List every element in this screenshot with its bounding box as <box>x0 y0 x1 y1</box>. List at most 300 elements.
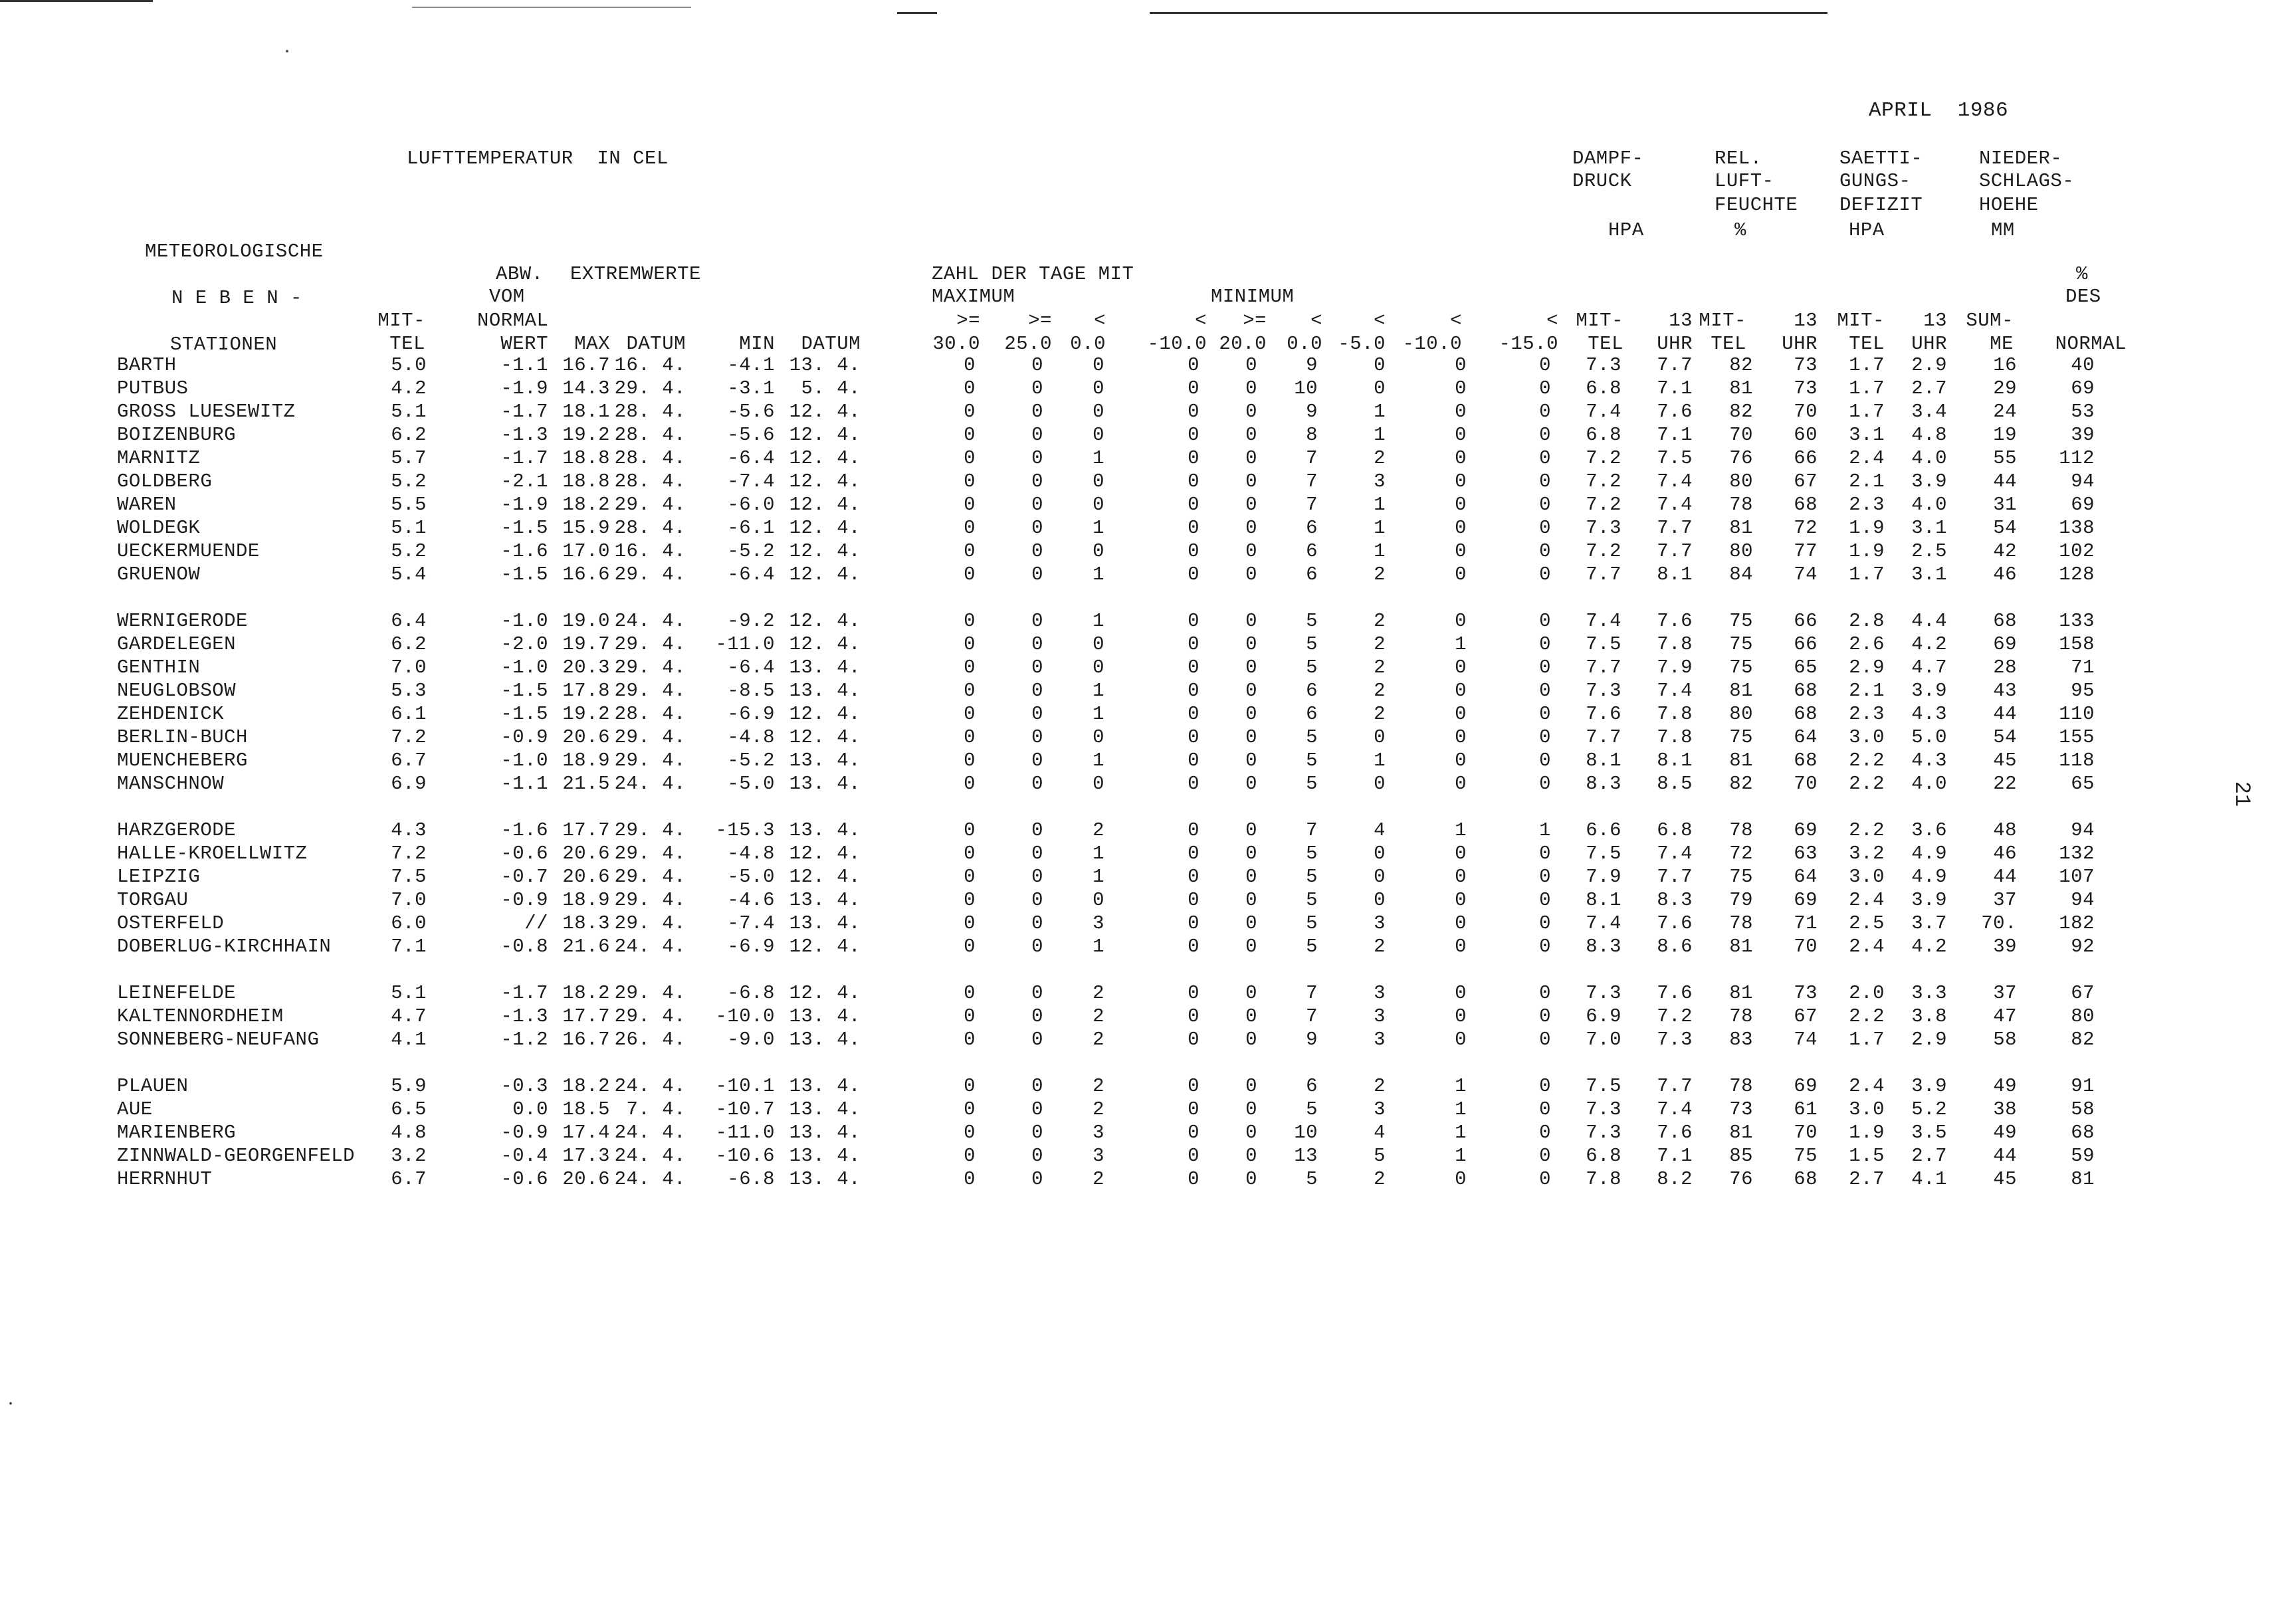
table-cell: 65 <box>2071 773 2095 795</box>
table-cell: 0 <box>1031 982 1043 1004</box>
table-cell: 29. 4. <box>614 656 686 678</box>
header-unit: HPA <box>1849 219 1885 241</box>
table-cell: 5.9 <box>391 1075 427 1097</box>
table-cell: 0 <box>1245 819 1257 841</box>
table-cell: 78 <box>1729 819 1753 841</box>
table-cell: 0 <box>1539 843 1551 864</box>
table-cell: 70 <box>1794 773 1818 795</box>
table-cell: 0 <box>964 1075 976 1097</box>
stub-header-line: N E B E N - <box>171 287 302 309</box>
table-cell: 3.0 <box>1849 1098 1885 1120</box>
table-cell: 0 <box>1245 1168 1257 1190</box>
table-cell: 17.7 <box>562 819 610 841</box>
table-cell: 0 <box>1245 563 1257 585</box>
table-cell: 65 <box>1794 656 1818 678</box>
table-cell: 13. 4. <box>789 912 861 934</box>
table-cell: 13. 4. <box>789 1005 861 1027</box>
table-cell: 7 <box>1306 447 1318 469</box>
station-name: GARDELEGEN <box>117 633 237 655</box>
column-header: 13 <box>1794 310 1818 332</box>
table-cell: 24. 4. <box>614 1122 686 1144</box>
table-cell: 7.4 <box>1657 1098 1693 1120</box>
table-cell: 0 <box>1188 1122 1200 1144</box>
table-cell: 7. 4. <box>626 1098 686 1120</box>
header-line: GUNGS- <box>1839 170 1911 192</box>
table-cell: 68 <box>1993 610 2017 632</box>
column-header: -10.0 <box>1147 333 1207 355</box>
table-cell: 75 <box>1729 726 1753 748</box>
table-cell: 0 <box>1245 517 1257 539</box>
header-line: DEFIZIT <box>1839 194 1923 216</box>
table-cell: -6.9 <box>727 936 775 957</box>
table-cell: 0 <box>1245 447 1257 469</box>
table-cell: 4 <box>1374 819 1386 841</box>
table-cell: 7.5 <box>1586 633 1621 655</box>
station-name: MARNITZ <box>117 447 201 469</box>
table-cell: 2.4 <box>1849 936 1885 957</box>
header-abw: NORMAL <box>477 310 549 332</box>
table-cell: 0 <box>1374 773 1386 795</box>
table-cell: 0 <box>1031 1075 1043 1097</box>
table-cell: 0 <box>964 494 976 516</box>
table-cell: 7.3 <box>1586 517 1621 539</box>
header-line: HOEHE <box>1979 194 2039 216</box>
table-cell: 0 <box>1031 680 1043 702</box>
column-header: >= <box>1028 310 1052 332</box>
table-cell: 1 <box>1374 540 1386 562</box>
table-cell: 28. 4. <box>614 517 686 539</box>
table-cell: 6.8 <box>1586 424 1621 446</box>
table-cell: 13. 4. <box>789 819 861 841</box>
table-cell: -11.0 <box>715 1122 775 1144</box>
table-cell: 0 <box>964 377 976 399</box>
table-cell: 16.7 <box>562 354 610 376</box>
table-cell: 0 <box>1188 680 1200 702</box>
table-cell: 0 <box>1031 819 1043 841</box>
table-cell: 3.6 <box>1911 819 1947 841</box>
table-cell: 49 <box>1993 1122 2017 1144</box>
table-cell: -15.3 <box>715 819 775 841</box>
station-name: BOIZENBURG <box>117 424 237 446</box>
table-cell: 0 <box>1188 912 1200 934</box>
table-cell: 12. 4. <box>789 703 861 725</box>
table-cell: 84 <box>1729 563 1753 585</box>
table-cell: 0 <box>1455 843 1467 864</box>
table-cell: 0 <box>1539 982 1551 1004</box>
table-cell: 94 <box>2071 889 2095 911</box>
station-name: MUENCHEBERG <box>117 750 248 771</box>
table-cell: 1 <box>1093 680 1104 702</box>
table-cell: -4.1 <box>727 354 775 376</box>
table-cell: 2 <box>1093 982 1104 1004</box>
column-header: DATUM <box>801 333 861 355</box>
table-cell: 5.2 <box>391 540 427 562</box>
table-cell: 2.3 <box>1849 494 1885 516</box>
table-cell: 13. 4. <box>789 680 861 702</box>
table-cell: -1.0 <box>500 656 548 678</box>
table-cell: 7.6 <box>1657 982 1693 1004</box>
table-cell: -0.6 <box>500 1168 548 1190</box>
table-cell: 0 <box>1245 354 1257 376</box>
table-cell: 82 <box>2071 1029 2095 1051</box>
table-cell: 54 <box>1993 726 2017 748</box>
table-cell: 16 <box>1993 354 2017 376</box>
table-cell: 0 <box>1455 726 1467 748</box>
table-cell: 5.0 <box>1911 726 1947 748</box>
table-cell: 20.6 <box>562 726 610 748</box>
table-cell: -1.7 <box>500 401 548 423</box>
table-cell: -10.7 <box>715 1098 775 1120</box>
table-cell: 8.1 <box>1657 563 1693 585</box>
table-cell: 67 <box>2071 982 2095 1004</box>
table-cell: 0 <box>1031 703 1043 725</box>
table-cell: 7.5 <box>391 866 427 888</box>
table-cell: 70 <box>1794 1122 1818 1144</box>
table-cell: -1.5 <box>500 517 548 539</box>
table-cell: 0.0 <box>512 1098 548 1120</box>
table-cell: 0 <box>1455 1005 1467 1027</box>
table-cell: 29. 4. <box>614 633 686 655</box>
table-cell: 0 <box>964 982 976 1004</box>
station-name: GROSS LUESEWITZ <box>117 401 296 423</box>
table-cell: 69 <box>2071 377 2095 399</box>
table-cell: 46 <box>1993 563 2017 585</box>
table-cell: 0 <box>1374 726 1386 748</box>
table-cell: 0 <box>1539 610 1551 632</box>
table-cell: 18.8 <box>562 470 610 492</box>
table-cell: -0.9 <box>500 726 548 748</box>
table-cell: 3.0 <box>1849 866 1885 888</box>
table-cell: 7.5 <box>1657 447 1693 469</box>
table-cell: -1.9 <box>500 377 548 399</box>
table-cell: 29. 4. <box>614 377 686 399</box>
table-cell: 0 <box>1093 633 1104 655</box>
table-cell: 3 <box>1374 1098 1386 1120</box>
table-cell: 8.1 <box>1586 750 1621 771</box>
table-cell: 0 <box>1374 377 1386 399</box>
table-cell: 0 <box>1539 633 1551 655</box>
column-header: 0.0 <box>1070 333 1106 355</box>
scan-line <box>0 0 153 2</box>
table-cell: 46 <box>1993 843 2017 864</box>
column-header: TEL <box>1711 333 1746 355</box>
table-cell: 70 <box>1794 401 1818 423</box>
table-cell: 9 <box>1306 401 1318 423</box>
table-cell: 0 <box>1455 889 1467 911</box>
station-name: NEUGLOBSOW <box>117 680 237 702</box>
table-cell: 2 <box>1374 656 1386 678</box>
table-cell: 78 <box>1729 912 1753 934</box>
table-cell: 0 <box>1188 494 1200 516</box>
table-cell: 29. 4. <box>614 726 686 748</box>
table-cell: 7.7 <box>1657 354 1693 376</box>
table-cell: 73 <box>1794 377 1818 399</box>
table-cell: 1.7 <box>1849 354 1885 376</box>
table-cell: 12. 4. <box>789 633 861 655</box>
table-cell: 24. 4. <box>614 1145 686 1167</box>
column-header: MAX <box>574 333 610 355</box>
table-cell: 1 <box>1374 517 1386 539</box>
table-cell: 78 <box>1729 494 1753 516</box>
table-cell: 5 <box>1306 1168 1318 1190</box>
table-cell: 7.1 <box>1657 377 1693 399</box>
station-name: MANSCHNOW <box>117 773 225 795</box>
table-cell: 0 <box>1245 680 1257 702</box>
table-cell: 0 <box>1245 936 1257 957</box>
table-cell: 28. 4. <box>614 447 686 469</box>
table-cell: -0.3 <box>500 1075 548 1097</box>
column-header: MIT- <box>1837 310 1885 332</box>
table-cell: 91 <box>2071 1075 2095 1097</box>
table-cell: 0 <box>1245 1075 1257 1097</box>
table-cell: 43 <box>1993 680 2017 702</box>
column-header: ME <box>1990 333 2014 355</box>
table-cell: 1 <box>1093 936 1104 957</box>
column-header: < <box>1094 310 1106 332</box>
table-cell: 2 <box>1374 1168 1386 1190</box>
table-cell: 60 <box>1794 424 1818 446</box>
header-abw: ABW. <box>496 263 544 285</box>
table-cell: 0 <box>1031 1029 1043 1051</box>
table-cell: 17.0 <box>562 540 610 562</box>
table-cell: 7 <box>1306 494 1318 516</box>
table-cell: 0 <box>1188 354 1200 376</box>
column-header: 0.0 <box>1287 333 1322 355</box>
table-cell: 0 <box>1031 1145 1043 1167</box>
table-cell: 0 <box>1188 1168 1200 1190</box>
column-header: >= <box>1243 310 1267 332</box>
table-cell: 0 <box>1539 354 1551 376</box>
table-cell: 5.5 <box>391 494 427 516</box>
table-cell: 0 <box>1188 1029 1200 1051</box>
table-cell: 13. 4. <box>789 1168 861 1190</box>
table-cell: -1.1 <box>500 354 548 376</box>
table-cell: 7.7 <box>1586 563 1621 585</box>
table-cell: 10 <box>1294 377 1318 399</box>
table-cell: 7.8 <box>1586 1168 1621 1190</box>
table-cell: 16.7 <box>562 1029 610 1051</box>
header-line: SCHLAGS- <box>1979 170 2075 192</box>
table-cell: 24. 4. <box>614 773 686 795</box>
table-cell: 4.2 <box>391 377 427 399</box>
table-cell: 37 <box>1993 982 2017 1004</box>
table-cell: 2.5 <box>1911 540 1947 562</box>
table-cell: 1.9 <box>1849 1122 1885 1144</box>
station-name: PLAUEN <box>117 1075 189 1097</box>
table-cell: 3 <box>1093 912 1104 934</box>
table-cell: 81 <box>1729 982 1753 1004</box>
table-cell: 94 <box>2071 470 2095 492</box>
table-cell: 7.5 <box>1586 1075 1621 1097</box>
table-cell: 4.9 <box>1911 843 1947 864</box>
table-cell: 5 <box>1306 773 1318 795</box>
table-cell: 2 <box>1374 703 1386 725</box>
header-line: REL. <box>1715 148 1762 169</box>
column-header: < <box>1195 310 1207 332</box>
table-cell: 69 <box>2071 494 2095 516</box>
column-header: TEL <box>389 333 425 355</box>
header-unit: HPA <box>1608 219 1644 241</box>
table-cell: 0 <box>1031 936 1043 957</box>
table-cell: 68 <box>1794 1168 1818 1190</box>
table-cell: 0 <box>1188 982 1200 1004</box>
table-cell: 3 <box>1093 1145 1104 1167</box>
table-cell: 0 <box>964 424 976 446</box>
table-cell: 8.2 <box>1657 1168 1693 1190</box>
table-cell: 0 <box>1188 563 1200 585</box>
table-cell: 0 <box>1188 936 1200 957</box>
table-cell: 38 <box>1993 1098 2017 1120</box>
table-cell: 0 <box>1031 1098 1043 1120</box>
table-cell: 69 <box>1794 819 1818 841</box>
table-cell: 4.3 <box>1911 703 1947 725</box>
table-cell: 7.2 <box>1586 540 1621 562</box>
table-cell: 7.8 <box>1657 633 1693 655</box>
table-cell: 73 <box>1794 354 1818 376</box>
table-cell: 44 <box>1993 866 2017 888</box>
table-cell: 0 <box>1455 750 1467 771</box>
table-cell: 2.5 <box>1849 912 1885 934</box>
table-cell: 39 <box>1993 936 2017 957</box>
table-cell: 0 <box>1245 866 1257 888</box>
table-cell: 3 <box>1374 1005 1386 1027</box>
table-cell: 0 <box>964 1145 976 1167</box>
table-cell: 4.4 <box>1911 610 1947 632</box>
table-cell: 1 <box>1093 563 1104 585</box>
table-cell: 8.5 <box>1657 773 1693 795</box>
stub-header-line: METEOROLOGISCHE <box>145 241 324 262</box>
table-cell: 0 <box>1188 1145 1200 1167</box>
table-cell: -0.6 <box>500 843 548 864</box>
table-cell: 5 <box>1306 610 1318 632</box>
table-cell: 0 <box>964 401 976 423</box>
table-cell: 7 <box>1306 470 1318 492</box>
table-cell: 4.7 <box>391 1005 427 1027</box>
table-cell: 0 <box>1374 843 1386 864</box>
table-cell: 7.4 <box>1586 912 1621 934</box>
table-cell: 20.3 <box>562 656 610 678</box>
table-cell: 8.1 <box>1586 889 1621 911</box>
station-name: WERNIGERODE <box>117 610 248 632</box>
table-cell: 0 <box>1031 610 1043 632</box>
station-name: WOLDEGK <box>117 517 201 539</box>
table-cell: 5 <box>1306 633 1318 655</box>
table-cell: 0 <box>1031 843 1043 864</box>
scan-line <box>412 7 691 8</box>
table-cell: 12. 4. <box>789 401 861 423</box>
table-cell: 2.7 <box>1911 377 1947 399</box>
table-cell: 21.6 <box>562 936 610 957</box>
table-cell: 6.1 <box>391 703 427 725</box>
table-cell: -1.0 <box>500 750 548 771</box>
table-cell: 132 <box>2059 843 2095 864</box>
table-cell: 1 <box>1374 401 1386 423</box>
table-cell: 7.5 <box>1586 843 1621 864</box>
table-cell: 0 <box>1031 540 1043 562</box>
table-cell: 7.2 <box>391 726 427 748</box>
table-cell: 0 <box>1188 1075 1200 1097</box>
column-header: 30.0 <box>932 333 980 355</box>
table-cell: 19.2 <box>562 703 610 725</box>
table-cell: 13. 4. <box>789 1029 861 1051</box>
table-cell: 17.4 <box>562 1122 610 1144</box>
table-cell: 0 <box>1188 656 1200 678</box>
table-cell: -0.9 <box>500 1122 548 1144</box>
table-cell: 1 <box>1455 1098 1467 1120</box>
table-cell: 6.8 <box>1657 819 1693 841</box>
table-cell: 3.8 <box>1911 1005 1947 1027</box>
table-cell: 0 <box>964 540 976 562</box>
table-cell: 7.2 <box>1586 470 1621 492</box>
table-cell: 81 <box>1729 1122 1753 1144</box>
header-line: LUFT- <box>1715 170 1774 192</box>
table-cell: 0 <box>964 447 976 469</box>
table-cell: 0 <box>1245 656 1257 678</box>
table-cell: 0 <box>1188 726 1200 748</box>
table-cell: 5 <box>1306 750 1318 771</box>
table-cell: 0 <box>1188 819 1200 841</box>
table-cell: 31 <box>1993 494 2017 516</box>
table-cell: 0 <box>1245 703 1257 725</box>
table-cell: 18.9 <box>562 889 610 911</box>
table-cell: 0 <box>1031 866 1043 888</box>
table-cell: 53 <box>2071 401 2095 423</box>
table-cell: 1.9 <box>1849 540 1885 562</box>
table-cell: 0 <box>964 936 976 957</box>
table-cell: 0 <box>1455 703 1467 725</box>
table-cell: 6.9 <box>1586 1005 1621 1027</box>
table-cell: 0 <box>1188 401 1200 423</box>
table-cell: 19 <box>1993 424 2017 446</box>
table-cell: 0 <box>1031 494 1043 516</box>
table-cell: 0 <box>964 656 976 678</box>
table-cell: 0 <box>1031 656 1043 678</box>
table-cell: 29. 4. <box>614 982 686 1004</box>
table-cell: 3.1 <box>1911 563 1947 585</box>
header-abw: VOM <box>489 286 525 308</box>
table-cell: 48 <box>1993 819 2017 841</box>
table-cell: 4.9 <box>1911 866 1947 888</box>
table-cell: 4.8 <box>1911 424 1947 446</box>
table-cell: 7.3 <box>1586 982 1621 1004</box>
table-cell: 1 <box>1455 1122 1467 1144</box>
table-cell: 24 <box>1993 401 2017 423</box>
table-cell: 3.9 <box>1911 1075 1947 1097</box>
table-cell: 78 <box>1729 1075 1753 1097</box>
table-cell: 2 <box>1374 680 1386 702</box>
table-cell: 17.8 <box>562 680 610 702</box>
header-maximum: MAXIMUM <box>932 286 1015 308</box>
table-cell: -1.2 <box>500 1029 548 1051</box>
table-cell: 0 <box>1245 633 1257 655</box>
table-cell: 0 <box>1539 517 1551 539</box>
table-cell: 75 <box>1729 866 1753 888</box>
table-cell: 0 <box>1093 470 1104 492</box>
table-cell: 0 <box>1031 912 1043 934</box>
table-cell: 0 <box>1245 1145 1257 1167</box>
station-name: GRUENOW <box>117 563 201 585</box>
table-cell: 6.2 <box>391 424 427 446</box>
table-cell: 44 <box>1993 703 2017 725</box>
table-cell: 19.7 <box>562 633 610 655</box>
table-cell: -1.5 <box>500 563 548 585</box>
table-cell: 3.1 <box>1849 424 1885 446</box>
table-cell: 71 <box>2071 656 2095 678</box>
table-cell: 18.2 <box>562 1075 610 1097</box>
table-cell: 7 <box>1306 819 1318 841</box>
table-cell: 0 <box>1245 610 1257 632</box>
table-cell: -1.3 <box>500 1005 548 1027</box>
